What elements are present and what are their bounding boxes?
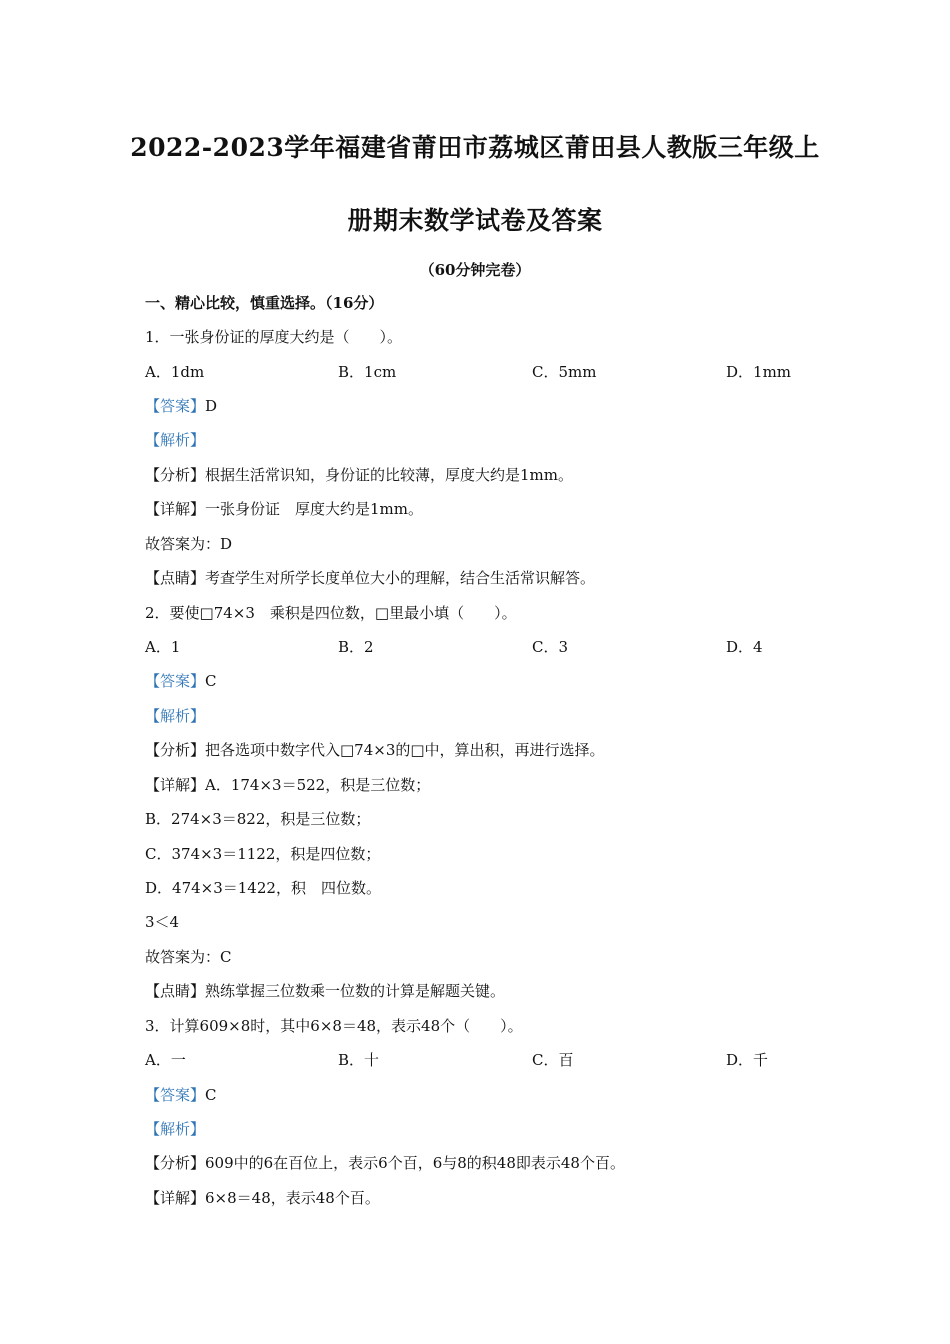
- question-1-option-c: C．5mm: [532, 363, 597, 381]
- question-2-xiangjie: 【详解】A．174×3＝522，积是三位数；: [145, 776, 431, 794]
- question-2-option-c: C．3: [532, 638, 569, 656]
- question-2-option-d: D．4: [726, 638, 763, 656]
- question-3-analysis-tag: 【解析】: [145, 1120, 206, 1138]
- document-title-line2: 册期末数学试卷及答案: [347, 206, 603, 235]
- question-2-line-b: B．274×3＝822，积是三位数；: [145, 810, 371, 828]
- question-1-answer: [145, 396, 217, 416]
- question-3-option-c: C．百: [532, 1051, 574, 1069]
- question-2-dianjing: 【点睛】熟练掌握三位数乘一位数的计算是解题关键。: [145, 982, 506, 1000]
- answer-tag: 【答案】: [145, 397, 206, 415]
- question-3-stem: 3．计算609×8时，其中6×8＝48，表示48个（ ）。: [145, 1017, 523, 1035]
- question-1-option-b: B．1cm: [338, 363, 397, 381]
- question-1-option-a: A．1dm: [145, 363, 205, 381]
- question-1-dianjing: 【点睛】考查学生对所学长度单位大小的理解，结合生活常识解答。: [145, 569, 596, 587]
- question-3-xiangjie: 【详解】6×8＝48，表示48个百。: [145, 1189, 380, 1207]
- question-1-fenxi: 【分析】根据生活常识知，身份证的比较薄，厚度大约是1mm。: [145, 466, 573, 484]
- question-3-option-b: B．十: [338, 1051, 380, 1069]
- question-1-xiangjie: 【详解】一张身份证 厚度大约是1mm。: [145, 500, 423, 518]
- question-2-stem: 2．要使□74×3 乘积是四位数，□里最小填（ ）。: [145, 604, 517, 622]
- question-1-option-d: D．1mm: [726, 363, 792, 381]
- question-3-option-a: A．一: [145, 1051, 186, 1069]
- answer-value: C: [205, 1086, 217, 1104]
- question-3-fenxi: 【分析】609中的6在百位上，表示6个百，6与8的积48即表示48个百。: [145, 1154, 625, 1172]
- answer-tag: 【答案】: [145, 672, 206, 690]
- answer-value: C: [205, 672, 217, 690]
- answer-value: D: [205, 397, 218, 415]
- question-2-answer: [145, 671, 217, 691]
- section-heading: 一、精心比较，慎重选择。（16分）: [145, 294, 384, 312]
- question-1-conclusion: 故答案为：D: [145, 535, 233, 553]
- question-2-analysis-tag: 【解析】: [145, 707, 206, 725]
- question-2-conclusion: 故答案为：C: [145, 948, 232, 966]
- document-subtitle: （60分钟完卷）: [419, 261, 531, 279]
- question-2-compare: 3＜4: [145, 913, 180, 931]
- question-3-answer: [145, 1085, 217, 1105]
- question-1-stem: 1．一张身份证的厚度大约是（ ）。: [145, 328, 403, 346]
- question-2-line-d: D．474×3＝1422，积 四位数。: [145, 879, 381, 897]
- question-2-line-c: C．374×3＝1122，积是四位数；: [145, 845, 381, 863]
- question-2-option-b: B．2: [338, 638, 374, 656]
- document-title-line1: 2022-2023学年福建省莆田市荔城区莆田县人教版三年级上: [130, 133, 820, 162]
- question-3-option-d: D．千: [726, 1051, 769, 1069]
- answer-tag: 【答案】: [145, 1086, 206, 1104]
- question-2-option-a: A．1: [145, 638, 181, 656]
- question-2-fenxi: 【分析】把各选项中数字代入□74×3的□中，算出积，再进行选择。: [145, 741, 605, 759]
- question-1-analysis-tag: 【解析】: [145, 431, 206, 449]
